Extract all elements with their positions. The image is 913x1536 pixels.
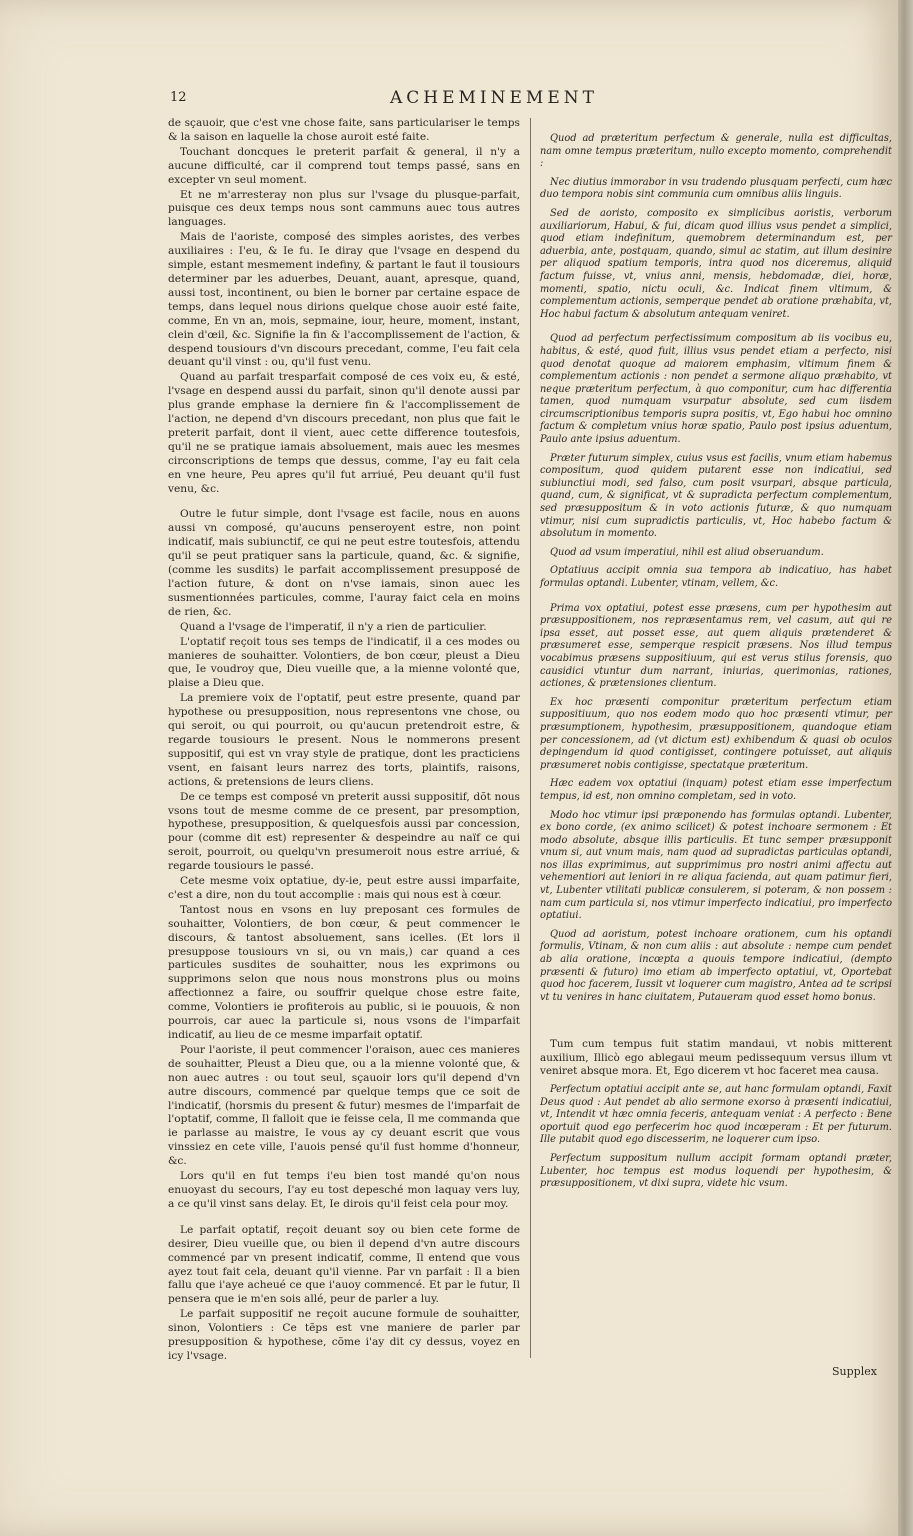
page-edge xyxy=(898,0,913,1536)
paragraph: Et ne m'arresteray non plus sur l'vsage du plusque-parfait, puisque ces deux temps nous sont cammuns auec tous autres languages. xyxy=(168,188,520,229)
right-column-latin xyxy=(540,133,892,1358)
paragraph: Lors qu'il en fut temps i'eu bien tost mandé qu'on nous enuoyast du secours, I'ay eu tost depesché mon laquay vers luy, a ce qu'il vinst sans delay. Et, Ie dirois qu'il feist cela pour moy. xyxy=(168,1170,520,1210)
paragraph: La premiere voix de l'optatif, peut estre presente, quand par hypothese ou presupposition, nous representons vne chose, ou qui seroit, ou qui pourroit, ou qu'aucun pretendroit estre, & regarde tousiours le present. Nous le nommerons present suppositif, qui est vn vray style de pratique, dont les practiciens vsent, en faisant leurs narrez des torts, plaintifs, raisons, actions, & pretensions de leurs cliens. xyxy=(168,692,520,788)
left-column-french xyxy=(168,117,520,1362)
paragraph: Nec diutius immorabor in vsu tradendo plusquam perfecti, cum hæc duo tempora nobis sint communia cum omnibus aliis linguis. xyxy=(540,176,892,201)
paragraph: de sçauoir, que c'est vne chose faite, sans particulariser le temps & la saison en laquelle la chose auroit esté faite. xyxy=(168,117,520,143)
paragraph: L'optatif reçoit tous ses temps de l'indicatif, il a ces modes ou manieres de souhaitter. Volontiers, de bon cœur, pleust a Dieu que, Ie voudroy que, Dieu vueille que, a la mienne volonté que, plaise a Dieu que. xyxy=(168,635,520,690)
paragraph: Quand au parfait tresparfait composé de ces voix eu, & esté, l'vsage en despend aussi du parfait, sinon qu'il denote aussi par plus grande emphase la derniere fin & l'accomplissement de l'action, ne depend d'vn discours precedant, non plus que fait le preterit parfait, dont il vient, auec cette difference toutesfois, qu'il ne se pratique iamais absoluement, mais auec les mesmes circonscriptions de temps que dessus, comme, I'ay eu fait cela en vne heure, Peu apres qu'il fut arriué, Peu deuant qu'il fust venu, &c. xyxy=(168,371,520,495)
paragraph: Ex hoc præsenti componitur præteritum perfectum etiam suppositiuum, quo nos eodem modo quo hoc præsenti vtimur, per præsumptionem, hypothesim, præsuppositionem, quandoque etiam per concessionem, ad (vt dictum est) exhibendum & quasi ob oculos depingendum id quod contigisset, contingere potuisset, aut aliquis præsumeret nobis contigisse, spectatque præteritum. xyxy=(540,696,892,771)
paragraph: De ce temps est composé vn preterit aussi suppositif, dõt nous vsons tout de mesme comme de ce present, par presomption, hypothese, presupposition, & quelquesfois aussi par concession, pour (comme dit est) representer & despeindre au naïf ce qui seroit, pourroit, ou quelqu'vn presumeroit nous estre arriué, & regarde tousiours le passé. xyxy=(168,790,520,873)
paragraph: Quod ad aoristum, potest inchoare orationem, cum his optandi formulis, Vtinam, & non cum aliis : aut absolute : nempe cum pendet ab alia oratione, incœpta a quouis tempore indicatiui, (dempto præsenti & futuro) imo etiam ab imperfecto optatiui, vt, Oportebat quod hoc facerem, Iussit vt loquerer cum magistro, Antea ad te scripsi vt tu venires in hanc ciuitatem, Putaueram quod esset homo bonus. xyxy=(540,928,892,1003)
paragraph: Mais de l'aoriste, composé des simples aoristes, des verbes auxiliaires : I'eu, & Ie fu. Ie diray que l'vsage en despend du simple, estant mesmement indefiny, & partant le faut il tousiours determiner par les aduerbes, Deuant, auant, apresque, quand, aussi tost, incontinent, ou bien le borner par certaine espace de temps, dans lequel nous dirions quelque chose auoir esté faite, comme, En vn an, mois, sepmaine, iour, heure, moment, instant, clein d'œil, &c. Signifie la fin & l'accomplissement de l'action, & despend tousiours d'vn discours precedant, comme, I'eu fait cela deuant qu'il vinst : ou, qu'il fust venu. xyxy=(168,231,520,369)
paragraph: Touchant doncques le preterit parfait & general, il n'y a aucune difficulté, car il comprend tout temps passé, sans en excepter vn seul moment. xyxy=(168,145,520,186)
paragraph: Tum cum tempus fuit statim mandaui, vt nobis mitterent auxilium, Illicò ego ablegaui meum pedissequum versus illum vt veniret absque mora. Et, Ego dicerem vt hoc faceret mea causa. xyxy=(540,1038,892,1077)
paragraph: Pour l'aoriste, il peut commencer l'oraison, auec ces manieres de souhaitter, Pleust a Dieu que, ou a la mienne volonté que, & non auec autres : ou tout seul, sçauoir lors qu'il depend d'vn autre discours, commencé par quelque temps que ce soit de l'indicatif, (horsmis du present & futur) mesmes de l'imparfait de l'optatif, comme, Il falloit que ie feisse cela, Il me commanda que ie parlasse au maistre, Ie vous ay cy deuant escrit que vous vinssiez en cete ville, I'auois pensé qu'il fust homme d'honneur, &c. xyxy=(168,1043,520,1168)
column-rule xyxy=(530,118,531,1358)
paragraph: Quod ad præteritum perfectum & generale, nulla est difficultas, nam omne tempus præteritum, nullo excepto momento, comprehendit : xyxy=(540,133,892,170)
folio-number: 12 xyxy=(170,90,187,105)
paragraph: Quod ad vsum imperatiui, nihil est aliud obseruandum. xyxy=(550,546,824,558)
paragraph: Outre le futur simple, dont l'vsage est facile, nous en auons aussi vn composé, qu'aucuns penseroyent estre, non point indicatif, mais subiunctif, ce qui ne peut estre toutesfois, attendu qu'il se peut pratiquer sans la particule, quand, &c. & signifie, (comme les susdits) le parfait accomplissement presupposé de l'action future, & dont on n'vse iamais, sinon auec les susmentionnées particules, comme, I'auray faict cela en moins de rien, &c. xyxy=(168,508,520,618)
paragraph: Perfectum suppositum nullum accipit formam optandi præter, Lubenter, hoc tempus est modus loquendi per hypothesim, & præsuppositionem, vt dixi supra, videte hic vsum. xyxy=(540,1152,892,1190)
paragraph: Optatiuus accipit omnia sua tempora ab indicatiuo, has habet formulas optandi. Lubenter, vtinam, vellem, &c. xyxy=(540,565,892,589)
paragraph: Modo hoc vtimur ipsi præponendo has formulas optandi. Lubenter, ex bono corde, (ex animo scilicet) & potest inchoare sermonem : Et modo absolute, absque illis particulis. Et tunc semper præsupponit vnum si, aut vnum mais, nam quod ad supradictas particulas optandi, nos illas exprimimus, aut supprimimus pro nostri animi affectu aut vehementiori aut leniori in re aliqua facienda, aut quam patimur fieri, vt, Lubenter vtilitati publicæ consulerem, si poteram, & non possem : nam cum particula si, nos vtimur imperfecto indicatiui, pro imperfecto optatiui. xyxy=(540,809,892,922)
paragraph: Perfectum optatiui accipit ante se, aut hanc formulam optandi, Faxit Deus quod : Aut pendet ab alio sermone exorso à præsenti indicatiui, vt, Intendit vt hæc omnia feceris, antequam veniat : A perfecto : Bene oportuit quod ego perfecerim hoc quod incœperam : Et per futurum. Ille putabit quod ego discesserim, ne loquerer cum ipso. xyxy=(540,1084,892,1146)
page-header xyxy=(170,88,670,112)
paragraph: Prima vox optatiui, potest esse præsens, cum per hypothesim aut præsuppositionem, nos repræsentamus rem, vel casum, aut qui re ipsa esset, aut posset esse, aut quem aliquis prætenderet & præsumeret esse, semperque respicit præsens. Nos illud tempus vocabimus præsens suppositiuum, qui est verus stilus forensis, quo causidici vtuntur dum narrant, iniurias, querimonias, rationes, actiones, & prætensiones clientum. xyxy=(540,602,892,690)
catchword: Supplex xyxy=(832,1365,877,1378)
paragraph: Cete mesme voix optatiue, dy-ie, peut estre aussi imparfaite, c'est a dire, non du tout accomplie : mais qui nous est à cœur. xyxy=(168,875,520,901)
paragraph: Quod ad perfectum perfectissimum compositum ab iis vocibus eu, habitus, & esté, quod fuit, illius vsus pendet etiam a perfecto, nisi quod denotat quoque ad maiorem emphasim, vltimum finem & complementum actionis : non pendet a sermone aliquo præhabito, vt neque præteritum perfectum, à quo componitur, cum hac differentia tamen, quod numquam vsurpatur absolute, sed cum iisdem circumscriptionibus temporis supra positis, vt, Ego habui hoc omnino factum & completum vnius horæ spatio, Paulo post ipsius aduentum, Paulo ante ipsius aduentum. xyxy=(540,333,892,446)
paragraph: Le parfait optatif, reçoit deuant soy ou bien cete forme de desirer, Dieu vueille que, ou bien il depend d'vn autre discours commencé par vn present indicatif, comme, Il entend que vous ayez tout fait cela, deuant qu'il vienne. Par vn parfait : Il a bien fallu que i'aye acheué ce que i'auoy commencé. Et par le futur, Il pensera que ie m'en sois allé, peur de parler a luy. xyxy=(168,1223,520,1306)
paragraph: Præter futurum simplex, cuius vsus est facilis, vnum etiam habemus compositum, quod quidem putarent esse non indicatiui, sed subiunctiui modi, sed falso, cum posit vsurpari, absque particula, quand, cum, & significat, vt & supradicta perfectum complementum, sed præsuppositum & in voto actionis futuræ, & quo numquam vtimur, nisi cum supradictis particulis, vt, Hoc habebo factum & absolutum in momento. xyxy=(540,452,892,540)
paragraph: Quand a l'vsage de l'imperatif, il n'y a rien de particulier. xyxy=(180,620,487,633)
running-head: ACHEMINEMENT xyxy=(390,88,598,108)
paragraph: Le parfait suppositif ne reçoit aucune formule de souhaitter, sinon, Volontiers : Ce tẽps est vne maniere de parler par presupposition & hypothese, cõme i'ay dit cy dessus, voyez en icy l'vsage. xyxy=(168,1308,520,1362)
paragraph: Tantost nous en vsons en luy preposant ces formules de souhaitter, Volontiers, de bon cœur, & peut commencer le discours, & tantost absoluement, sans icelles. (Et lors il presuppose tousiours vn si, ou vn mais,) car quand a ces particules susdites de souhaitter, nous les exprimons ou supprimons selon que nous nous monstrons plus ou moins affectionnez a faire, ou souffrir quelque chose estre faite, comme, Volontiers ie profiterois au public, si ie pouuois, & non pourrois, car auec la particule si, nous vsons de l'imparfait indicatif, au lieu de ce mesme imparfait optatif. xyxy=(168,903,520,1041)
paragraph: Hæc eadem vox optatiui (inquam) potest etiam esse imperfectum tempus, id est, non omnino completam, sed in voto. xyxy=(540,778,892,802)
paragraph: Sed de aoristo, composito ex simplicibus aoristis, verborum auxiliariorum, Habui, & fui, dicam quod illius vsus pendet a simplici, quod etiam indefinitum, quemobrem determinandum est, per aduerbia, ante, postquam, quando, simul ac statim, aut illum desinire per aliquod spatium temporis, intra quod nos diceremus, aliquid factum fuisse, vt, vnius anni, mensis, hebdomadæ, diei, horæ, momenti, spatio, nictu oculi, &c. Indicat finem vltimum, & complementum actionis, semperque pendet ab oratione præhabita, vt, Hoc habui factum & absolutum antequam veniret. xyxy=(540,207,892,320)
